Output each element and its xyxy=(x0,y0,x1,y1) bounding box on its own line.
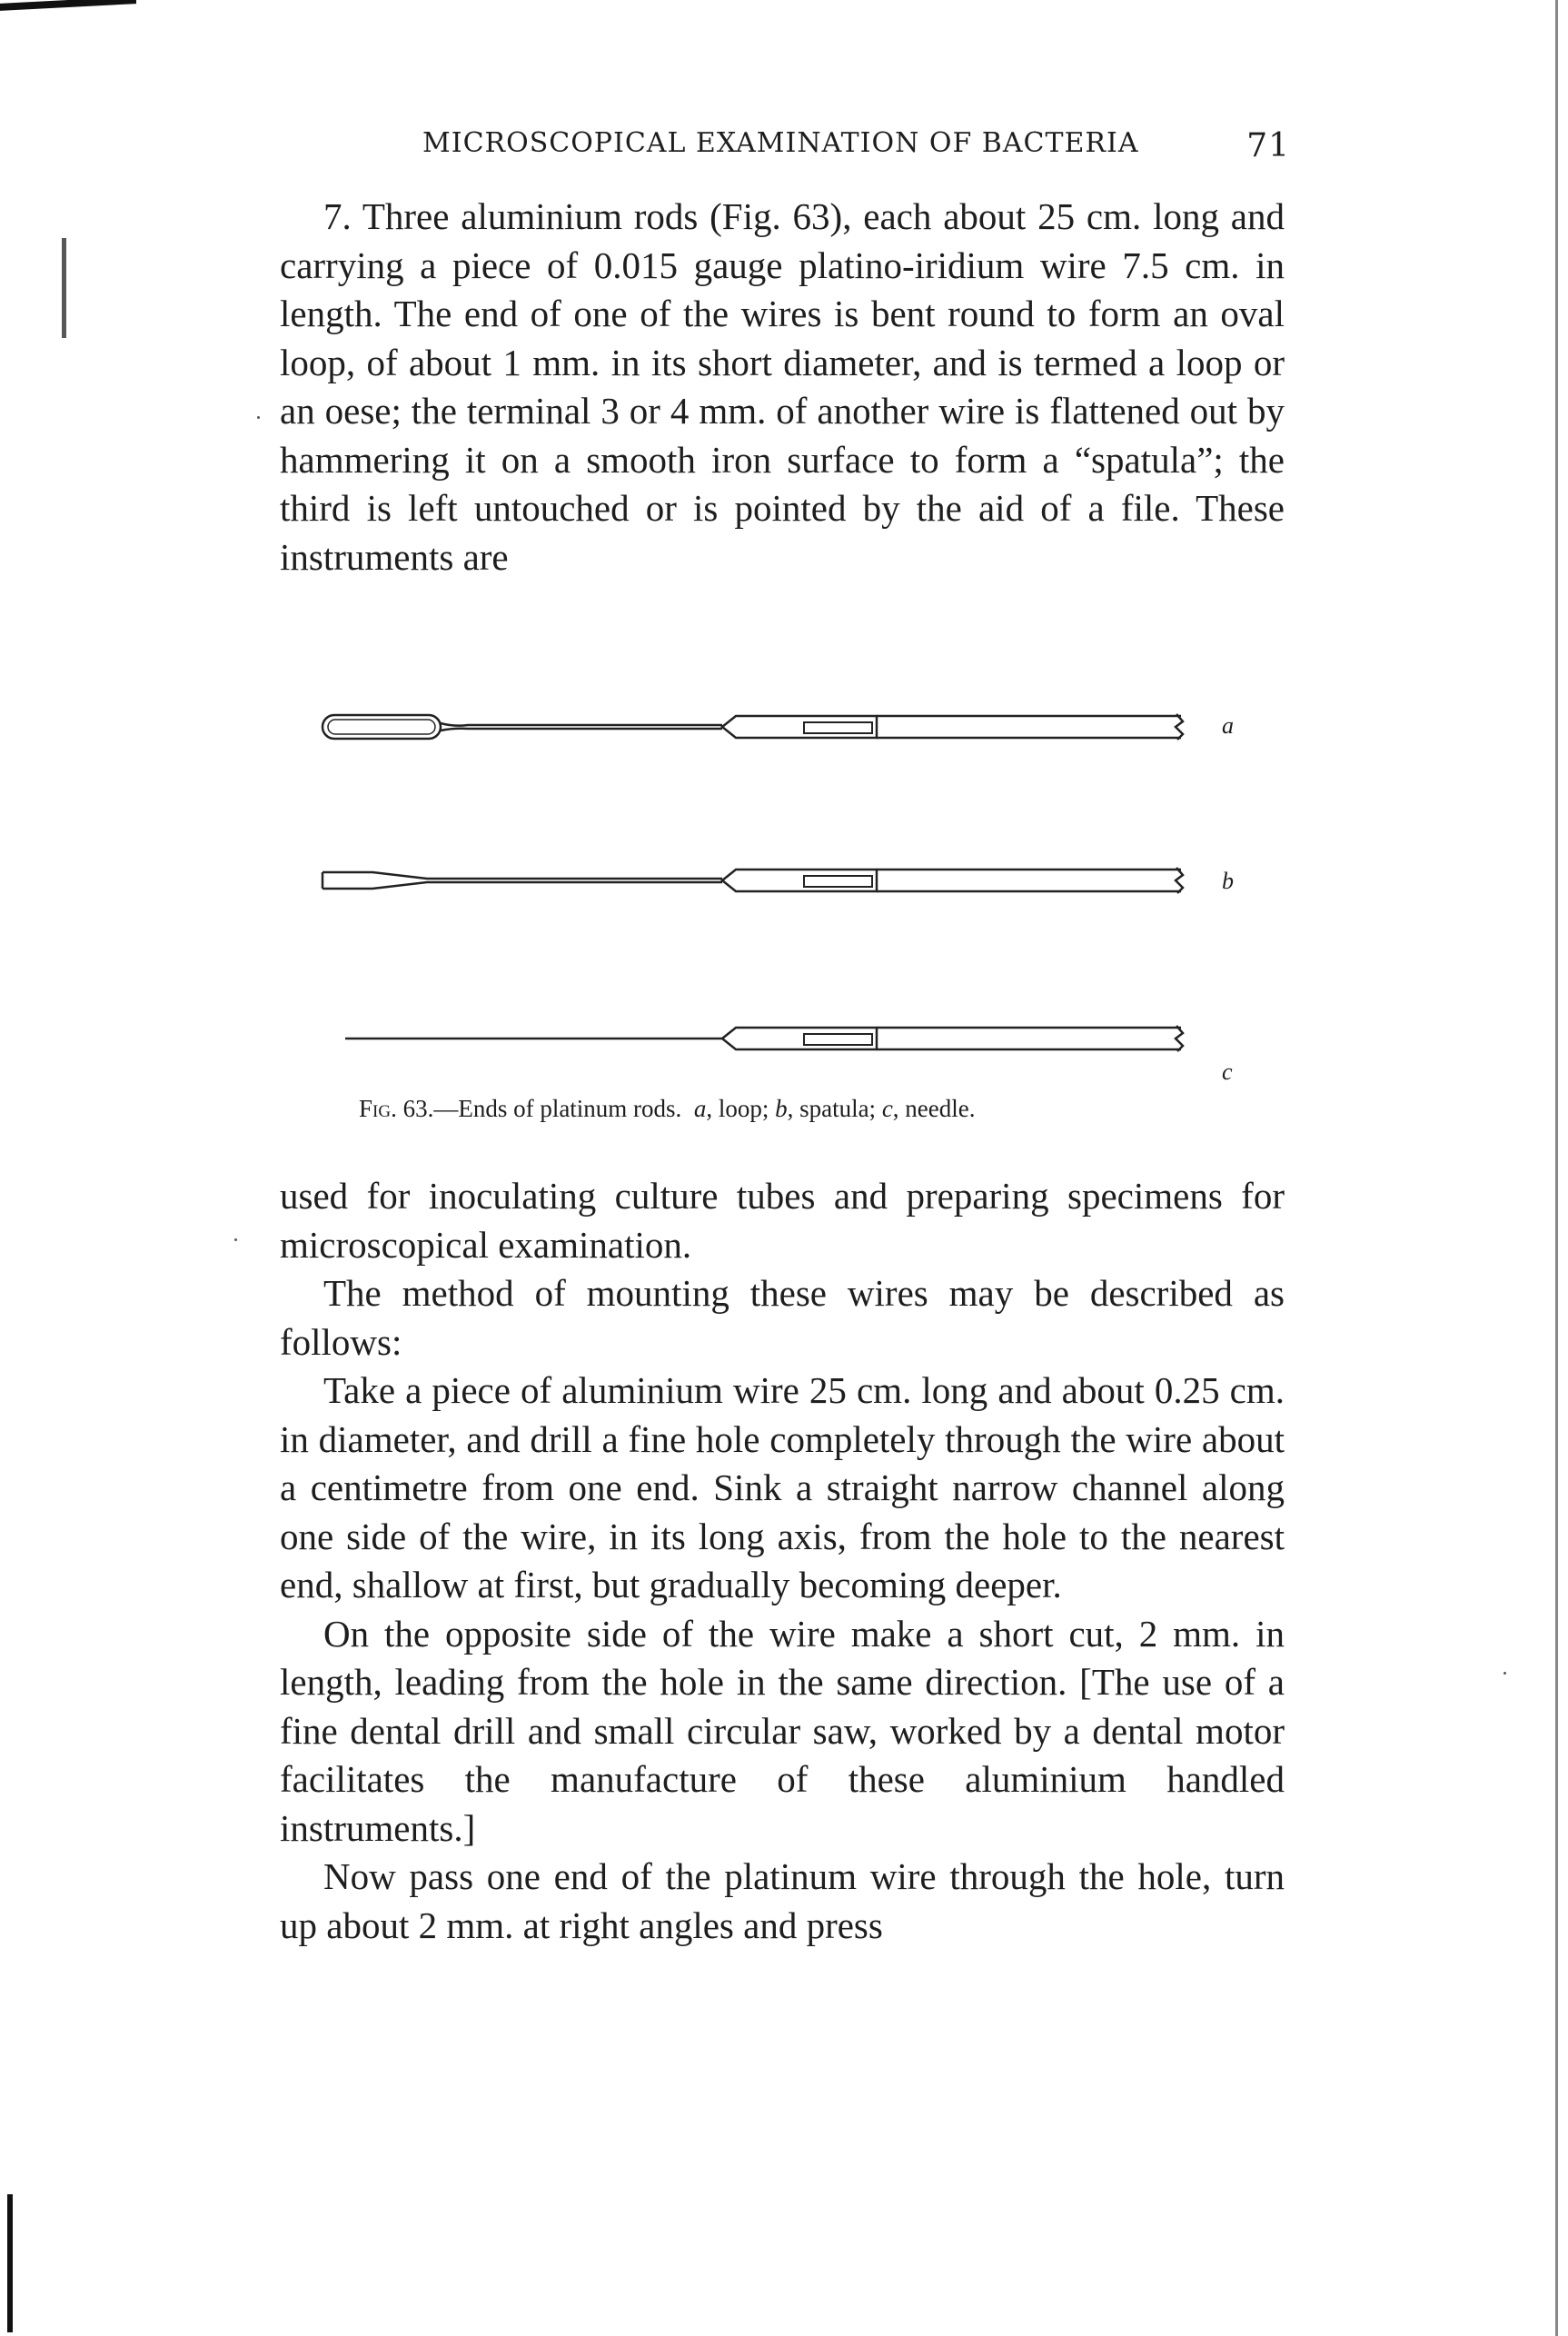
caption-figure-number: Fig. 63. xyxy=(359,1095,434,1122)
caption-letter-c: c xyxy=(881,1095,893,1122)
rod-b-spatula xyxy=(323,868,1183,893)
rod-c-needle xyxy=(345,1026,1183,1051)
body-text-bottom xyxy=(280,1172,1285,1950)
body-text-top xyxy=(280,193,1285,582)
figure-label-b: b xyxy=(1222,868,1234,894)
speck xyxy=(1503,1672,1506,1675)
speck xyxy=(234,1238,237,1241)
figure-label-a: a xyxy=(1222,712,1234,739)
figure-caption xyxy=(359,1095,1267,1123)
caption-b-desc: , spatula; xyxy=(787,1095,882,1122)
caption-a-desc: , loop; xyxy=(706,1095,776,1122)
scan-edge-mark xyxy=(62,238,66,338)
platinum-rods-illustration xyxy=(309,691,1272,1118)
scan-corner-mark xyxy=(0,0,136,11)
paragraph: 7. Three aluminium rods (Fig. 63), each about 25 cm. long and carrying a piece of 0.015 gauge platino-iridium wire 7.5 cm. in length. The end of one of the wires is bent round to form an oval loop, of about 1 mm. in its short diameter, and is termed a loop or an oese; the terminal 3 or 4 mm. of another wire is flattened out by hammering it on a smooth iron surface to form a “spatula”; the third is left untouched or is pointed by the aid of a file. These instruments are xyxy=(280,195,1285,578)
speck xyxy=(257,416,260,419)
caption-text: —Ends of platinum rods. xyxy=(433,1095,682,1122)
scan-bottom-mark xyxy=(7,2194,13,2332)
paragraph: On the opposite side of the wire make a short cut, 2 mm. in length, leading from the hole in the same direction. [The use of a fine dental drill and small circular saw, worked by a dental motor facilitates the manufacture of these aluminium handled instruments.] xyxy=(280,1612,1285,1849)
paragraph: The method of mounting these wires may be described as follows: xyxy=(280,1272,1285,1363)
paragraph: used for inoculating culture tubes and preparing specimens for microscopical examination. xyxy=(280,1175,1285,1266)
caption-c-desc: , needle. xyxy=(892,1095,976,1122)
running-head: MICROSCOPICAL EXAMINATION OF BACTERIA xyxy=(422,127,1139,159)
scan-right-edge xyxy=(1555,0,1558,2336)
figure-label-c: c xyxy=(1222,1059,1233,1085)
page-number: 71 xyxy=(1246,127,1290,164)
rod-a-loop xyxy=(323,714,1183,740)
figure-63 xyxy=(309,691,1272,1118)
paragraph: Take a piece of aluminium wire 25 cm. long and about 0.25 cm. in diameter, and drill a fine hole completely through the wire about a centimetre from one end. Sink a straight narrow channel along one side of the wire, in its long axis, from the hole to the nearest end, shallow at first, but gradually becoming deeper. xyxy=(280,1369,1285,1605)
caption-letter-a: a xyxy=(693,1095,707,1122)
paragraph: Now pass one end of the platinum wire through the hole, turn up about 2 mm. at right angles and press xyxy=(280,1855,1285,1946)
caption-letter-b: b xyxy=(775,1095,788,1122)
